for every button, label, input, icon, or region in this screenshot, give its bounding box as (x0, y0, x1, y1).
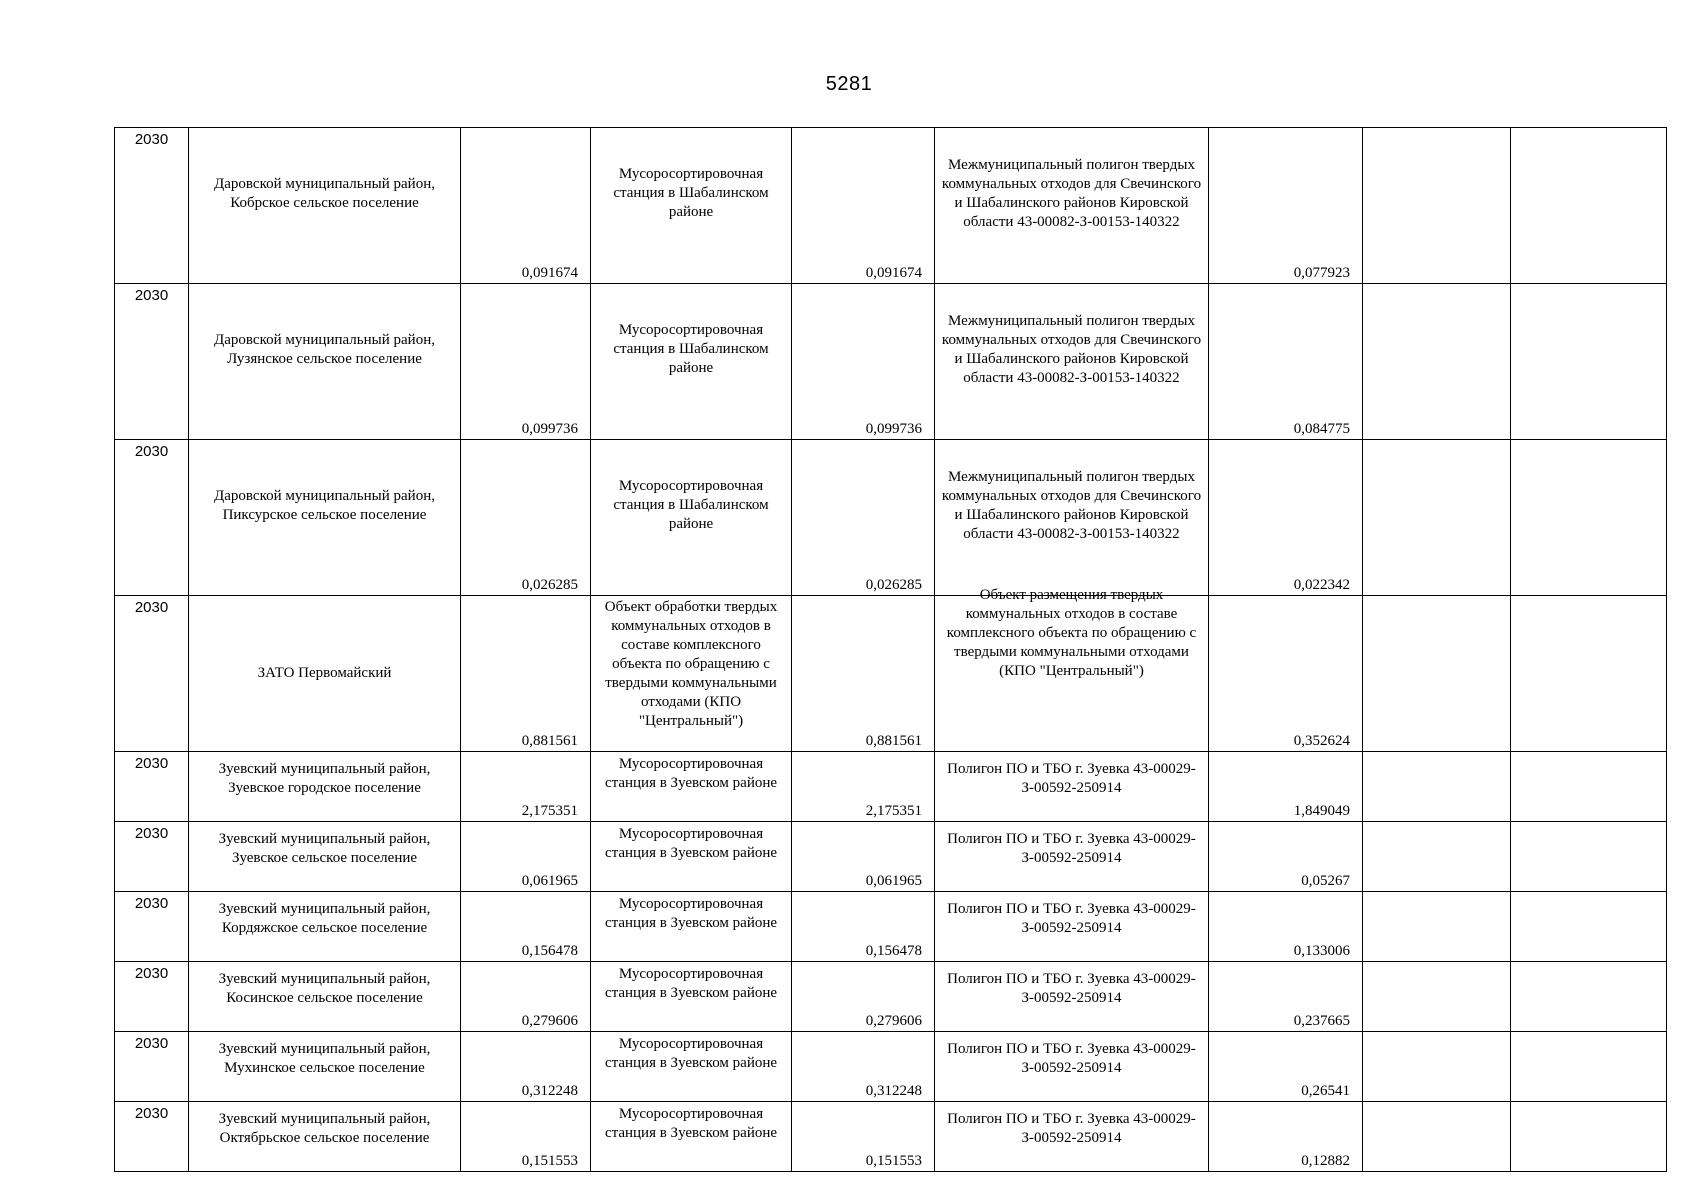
table-row (115, 1032, 1667, 1102)
territory-text: Даровской муниципальный район, Кобрское сельское поселение (214, 175, 435, 211)
empty-cell (1511, 596, 1667, 752)
value-cell: 0,26541 (1209, 1032, 1363, 1102)
disposal-object-cell (935, 284, 1209, 440)
value-cell: 0,881561 (792, 596, 935, 752)
processing-object-cell: Мусоросортировочная станция в Зуевском районе (591, 1032, 792, 1102)
territory-cell: Зуевский муниципальный район, Кордяжское сельское поселение (189, 892, 461, 962)
value-cell: 0,061965 (461, 822, 591, 892)
empty-cell (1511, 892, 1667, 962)
value-cell: 0,237665 (1209, 962, 1363, 1032)
empty-cell (1511, 284, 1667, 440)
empty-cell (1511, 822, 1667, 892)
value-cell: 0,133006 (1209, 892, 1363, 962)
territory-cell: Зуевский муниципальный район, Зуевское городское поселение (189, 752, 461, 822)
empty-cell (1511, 1032, 1667, 1102)
empty-cell (1363, 440, 1511, 596)
table-row (115, 892, 1667, 962)
value-cell: 0,091674 (461, 128, 591, 284)
disposal-object-text: Межмуниципальный полигон твердых коммунальных отходов для Свечинского и Шабалинского районов Кировской области 43-00082-З-00153-140322 (941, 468, 1202, 542)
disposal-object-cell: Полигон ПО и ТБО г. Зуевка 43-00029-З-00592-250914 (935, 962, 1209, 1032)
year-cell: 2030 (115, 892, 189, 962)
waste-flow-table (114, 127, 1667, 1172)
empty-cell (1363, 1032, 1511, 1102)
empty-cell (1511, 128, 1667, 284)
value-cell: 2,175351 (792, 752, 935, 822)
value-cell: 0,026285 (792, 440, 935, 596)
territory-cell (189, 284, 461, 440)
disposal-object-cell: Полигон ПО и ТБО г. Зуевка 43-00029-З-00592-250914 (935, 822, 1209, 892)
value-cell: 0,279606 (461, 962, 591, 1032)
value-cell: 0,156478 (792, 892, 935, 962)
disposal-object-text: Объект размещения твердых коммунальных отходов в составе комплексного объекта по обращению с твердыми коммунальными отходами (КПО "Центральный") (946, 587, 1197, 679)
processing-object-cell (591, 440, 792, 596)
value-cell: 0,151553 (792, 1102, 935, 1172)
disposal-object-text: Межмуниципальный полигон твердых коммунальных отходов для Свечинского и Шабалинского районов Кировской области 43-00082-З-00153-140322 (941, 312, 1202, 386)
value-cell: 0,099736 (792, 284, 935, 440)
disposal-object-cell (935, 587, 1209, 752)
empty-cell (1363, 822, 1511, 892)
year-cell: 2030 (115, 822, 189, 892)
territory-cell (189, 128, 461, 284)
territory-cell: Зуевский муниципальный район, Косинское сельское поселение (189, 962, 461, 1032)
value-cell: 0,12882 (1209, 1102, 1363, 1172)
disposal-object-cell (935, 440, 1209, 596)
page-number: 5281 (825, 73, 873, 95)
year-cell: 2030 (115, 284, 189, 440)
year-cell: 2030 (115, 596, 189, 752)
table-row (115, 284, 1667, 440)
table-row (115, 962, 1667, 1032)
empty-cell (1511, 962, 1667, 1032)
value-cell: 0,156478 (461, 892, 591, 962)
processing-object-text: Мусоросортировочная станция в Шабалинском районе (613, 166, 769, 220)
processing-object-cell (591, 284, 792, 440)
value-cell: 0,312248 (792, 1032, 935, 1102)
value-cell: 0,151553 (461, 1102, 591, 1172)
value-cell: 1,849049 (1209, 752, 1363, 822)
year-cell: 2030 (115, 1032, 189, 1102)
empty-cell (1363, 752, 1511, 822)
value-cell: 0,279606 (792, 962, 935, 1032)
value-cell: 0,312248 (461, 1032, 591, 1102)
processing-object-cell: Мусоросортировочная станция в Зуевском районе (591, 962, 792, 1032)
empty-cell (1511, 752, 1667, 822)
empty-cell (1363, 596, 1511, 752)
table-row (115, 440, 1667, 596)
value-cell: 0,352624 (1209, 596, 1363, 752)
disposal-object-cell: Полигон ПО и ТБО г. Зуевка 43-00029-З-00592-250914 (935, 892, 1209, 962)
empty-cell (1363, 284, 1511, 440)
value-cell: 0,084775 (1209, 284, 1363, 440)
disposal-object-cell: Полигон ПО и ТБО г. Зуевка 43-00029-З-00592-250914 (935, 1102, 1209, 1172)
value-cell: 0,026285 (461, 440, 591, 596)
value-cell: 0,881561 (461, 596, 591, 752)
processing-object-cell: Мусоросортировочная станция в Зуевском районе (591, 1102, 792, 1172)
disposal-object-text: Межмуниципальный полигон твердых коммунальных отходов для Свечинского и Шабалинского районов Кировской области 43-00082-З-00153-140322 (941, 156, 1202, 230)
territory-text: Даровской муниципальный район, Лузянское сельское поселение (214, 331, 435, 367)
territory-cell (189, 440, 461, 596)
processing-object-cell (591, 128, 792, 284)
territory-cell: Зуевский муниципальный район, Зуевское сельское поселение (189, 822, 461, 892)
year-cell: 2030 (115, 752, 189, 822)
processing-object-cell: Мусоросортировочная станция в Зуевском районе (591, 752, 792, 822)
processing-object-text: Мусоросортировочная станция в Шабалинском районе (613, 478, 769, 532)
value-cell: 0,077923 (1209, 128, 1363, 284)
value-cell: 0,022342 (1209, 440, 1363, 596)
processing-object-text: Мусоросортировочная станция в Шабалинском районе (613, 322, 769, 376)
disposal-object-cell: Полигон ПО и ТБО г. Зуевка 43-00029-З-00592-250914 (935, 752, 1209, 822)
territory-cell: ЗАТО Первомайский (189, 596, 461, 752)
value-cell: 2,175351 (461, 752, 591, 822)
empty-cell (1511, 1102, 1667, 1172)
empty-cell (1363, 892, 1511, 962)
value-cell: 0,061965 (792, 822, 935, 892)
empty-cell (1511, 440, 1667, 596)
empty-cell (1363, 962, 1511, 1032)
table-row (115, 128, 1667, 284)
table-row (115, 596, 1667, 752)
processing-object-cell: Объект обработки твердых коммунальных отходов в составе комплексного объекта по обращению с твердыми коммунальными отходами (КПО "Центральный") (591, 596, 792, 752)
value-cell: 0,05267 (1209, 822, 1363, 892)
territory-cell: Зуевский муниципальный район, Мухинское сельское поселение (189, 1032, 461, 1102)
processing-object-cell: Мусоросортировочная станция в Зуевском районе (591, 892, 792, 962)
value-cell: 0,099736 (461, 284, 591, 440)
empty-cell (1363, 1102, 1511, 1172)
processing-object-cell: Мусоросортировочная станция в Зуевском районе (591, 822, 792, 892)
table-row (115, 752, 1667, 822)
table-row (115, 822, 1667, 892)
year-cell: 2030 (115, 962, 189, 1032)
year-cell: 2030 (115, 440, 189, 596)
disposal-object-cell: Полигон ПО и ТБО г. Зуевка 43-00029-З-00592-250914 (935, 1032, 1209, 1102)
year-cell: 2030 (115, 128, 189, 284)
table-row (115, 1102, 1667, 1172)
disposal-object-cell (935, 128, 1209, 284)
territory-cell: Зуевский муниципальный район, Октябрьское сельское поселение (189, 1102, 461, 1172)
empty-cell (1363, 128, 1511, 284)
value-cell: 0,091674 (792, 128, 935, 284)
territory-text: Даровской муниципальный район, Пиксурское сельское поселение (214, 487, 435, 523)
year-cell: 2030 (115, 1102, 189, 1172)
